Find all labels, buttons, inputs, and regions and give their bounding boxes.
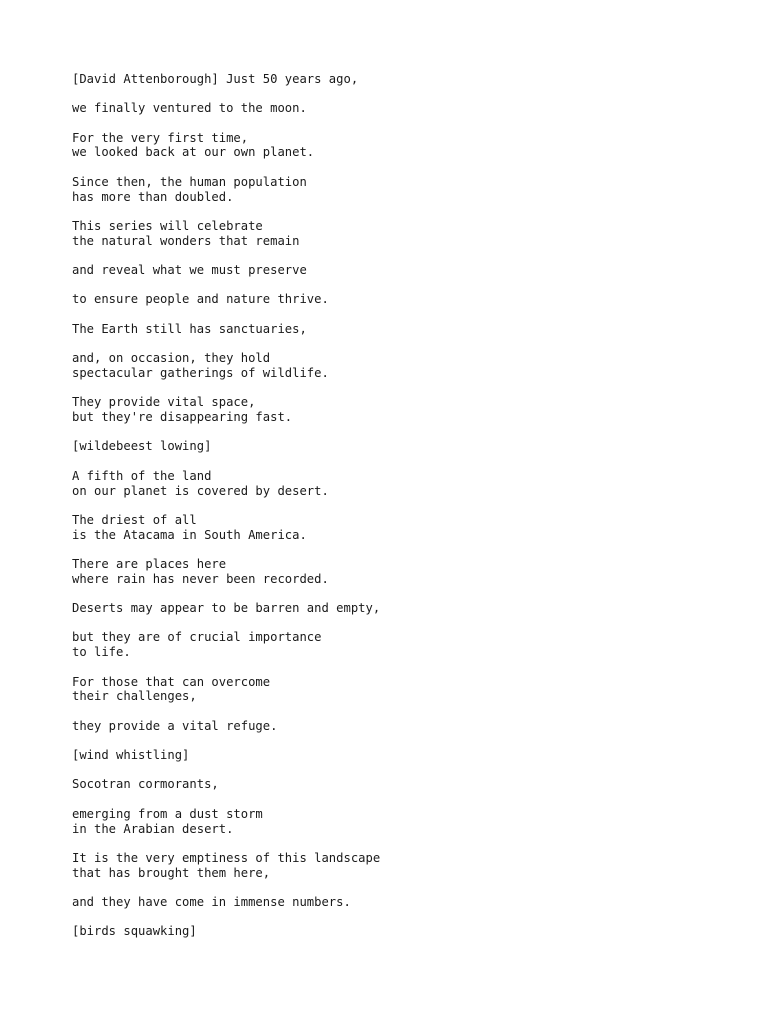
subtitle-line: [wildebeest lowing] [72, 439, 212, 454]
subtitle-block [72, 601, 752, 616]
subtitle-line: The Earth still has sanctuaries, [72, 321, 307, 336]
subtitle-line: on our planet is covered by desert. [72, 483, 329, 498]
subtitle-line: where rain has never been recorded. [72, 571, 329, 586]
subtitle-line: It is the very emptiness of this landscape [72, 850, 381, 865]
subtitle-block [72, 101, 752, 116]
subtitle-block [72, 777, 752, 792]
subtitle-line: we finally ventured to the moon. [72, 101, 307, 116]
subtitle-block [72, 719, 752, 734]
subtitle-line: [David Attenborough] Just 50 years ago, [72, 72, 359, 86]
subtitle-block [72, 395, 752, 424]
subtitle-line: to life. [72, 645, 131, 660]
subtitle-line: spectacular gatherings of wildlife. [72, 365, 329, 380]
subtitle-block [72, 263, 752, 278]
subtitle-block [72, 131, 752, 160]
subtitle-line: The driest of all [72, 512, 197, 527]
subtitle-line: in the Arabian desert. [72, 821, 234, 836]
subtitle-line: This series will celebrate [72, 218, 263, 233]
subtitle-line: Since then, the human population [72, 174, 307, 189]
subtitle-line: Deserts may appear to be barren and empty, [72, 601, 381, 616]
subtitle-line: For those that can overcome [72, 674, 271, 689]
subtitle-line: and reveal what we must preserve [72, 263, 307, 278]
subtitle-line: Socotran cormorants, [72, 777, 219, 792]
subtitle-line: [birds squawking] [72, 924, 197, 939]
subtitle-block [72, 439, 752, 454]
subtitle-line: but they're disappearing fast. [72, 410, 293, 425]
subtitle-line: [wind whistling] [72, 748, 190, 763]
subtitle-block [72, 675, 752, 704]
subtitle-line: their challenges, [72, 689, 197, 704]
subtitle-line: and they have come in immense numbers. [72, 895, 351, 910]
subtitle-block [72, 851, 752, 880]
subtitle-block [72, 924, 752, 939]
subtitle-line: emerging from a dust storm [72, 806, 263, 821]
subtitle-line: to ensure people and nature thrive. [72, 292, 329, 307]
subtitle-line: is the Atacama in South America. [72, 527, 307, 542]
subtitle-line: For the very first time, [72, 130, 249, 145]
subtitle-transcript [72, 72, 752, 954]
subtitle-block [72, 175, 752, 204]
subtitle-line: There are places here [72, 557, 227, 571]
subtitle-block [72, 748, 752, 763]
subtitle-line: they provide a vital refuge. [72, 718, 278, 733]
subtitle-line: has more than doubled. [72, 189, 234, 204]
subtitle-block [72, 807, 752, 836]
subtitle-line: we looked back at our own planet. [72, 145, 315, 160]
subtitle-line: They provide vital space, [72, 395, 256, 410]
subtitle-block [72, 72, 752, 87]
subtitle-line: the natural wonders that remain [72, 233, 300, 248]
subtitle-block [72, 219, 752, 248]
subtitle-block [72, 513, 752, 542]
subtitle-line: but they are of crucial importance [72, 630, 322, 645]
subtitle-line: and, on occasion, they hold [72, 351, 271, 366]
subtitle-block [72, 292, 752, 307]
subtitle-line: A fifth of the land [72, 468, 212, 483]
subtitle-block [72, 322, 752, 337]
subtitle-block [72, 895, 752, 910]
subtitle-block [72, 557, 752, 586]
subtitle-block [72, 630, 752, 659]
subtitle-line: that has brought them here, [72, 865, 271, 880]
subtitle-block [72, 469, 752, 498]
subtitle-block [72, 351, 752, 380]
